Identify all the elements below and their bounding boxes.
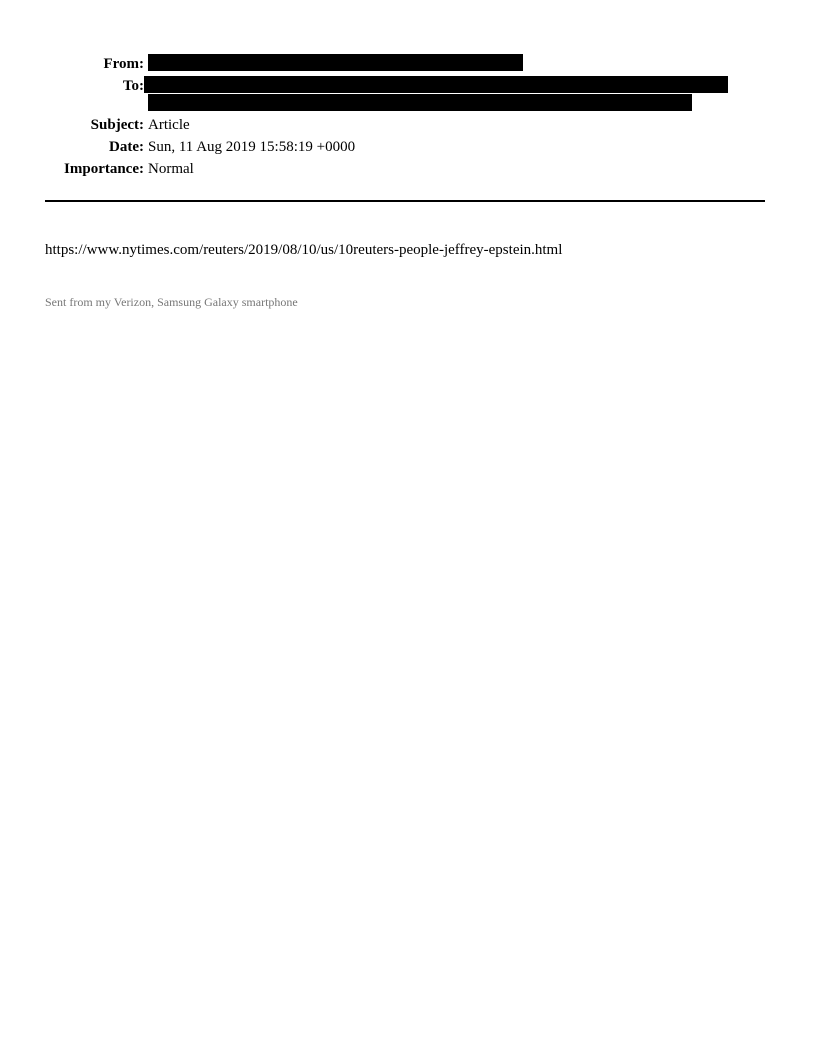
- subject-row: [0, 115, 816, 135]
- to-redaction-line-1: [144, 76, 728, 93]
- subject-value: Article: [148, 117, 190, 133]
- from-redaction: [148, 54, 523, 71]
- header-divider: [45, 200, 765, 202]
- mobile-signature: Sent from my Verizon, Samsung Galaxy smartphone: [45, 295, 298, 309]
- subject-label: Subject:: [90, 117, 144, 133]
- date-value: Sun, 11 Aug 2019 15:58:19 +0000: [148, 139, 356, 155]
- from-label: From:: [103, 56, 144, 72]
- importance-value: Normal: [148, 161, 194, 177]
- article-link[interactable]: https://www.nytimes.com/reuters/2019/08/10/us/10reuters-people-jeffrey-epstein.html: [45, 242, 563, 258]
- date-label: Date:: [109, 139, 144, 155]
- importance-row: [0, 159, 816, 179]
- importance-label: Importance:: [64, 161, 144, 177]
- to-redaction-line-2: [148, 94, 692, 111]
- to-label: To:: [122, 78, 144, 94]
- date-row: [0, 137, 816, 157]
